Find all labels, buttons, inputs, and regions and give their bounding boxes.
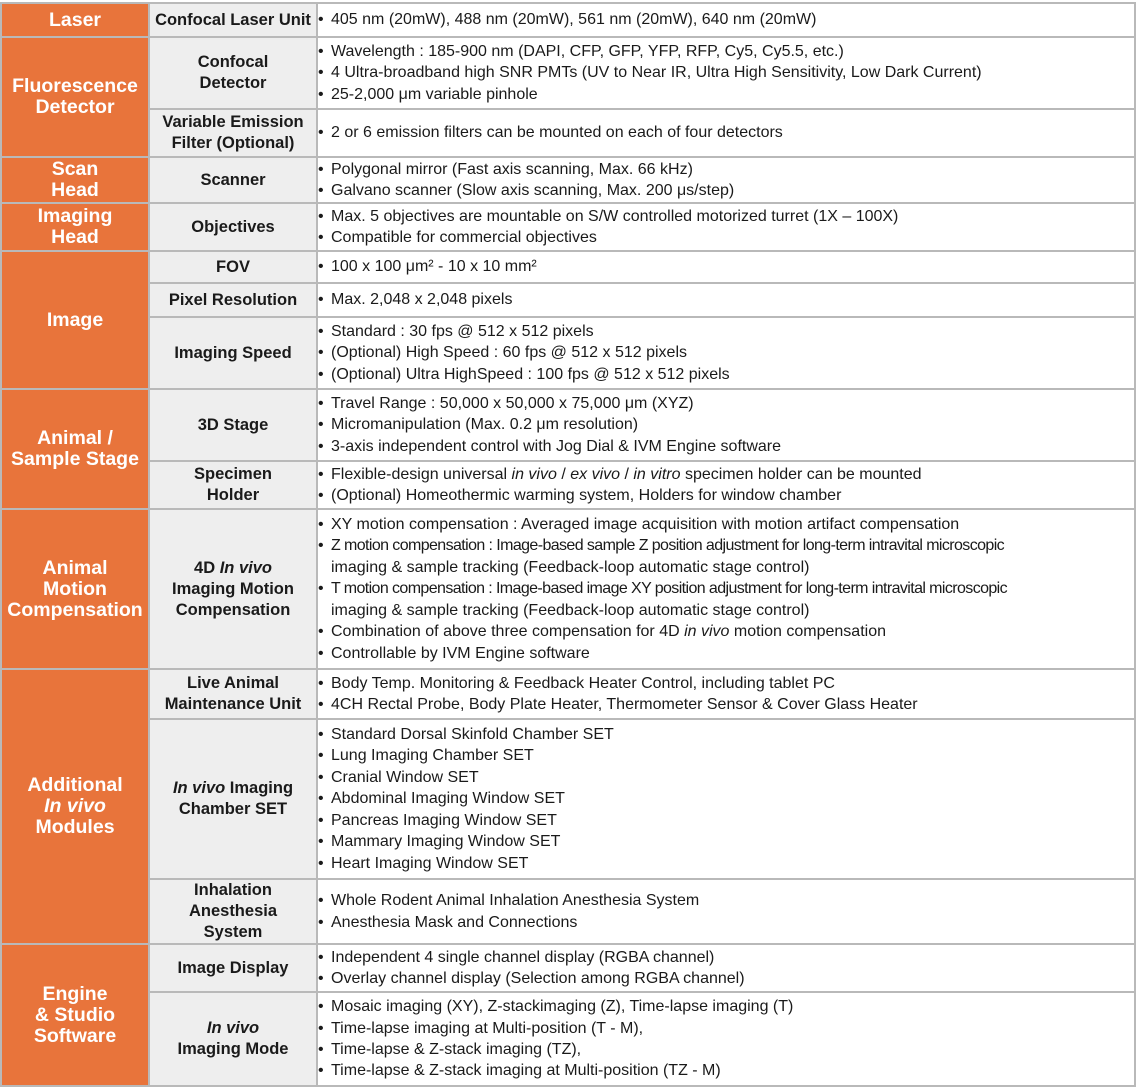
spec-detail-cell xyxy=(317,461,1135,509)
spec-bullet-line: • Z motion compensation : Image-based sample Z position adjustment for long-term intravital microscopic xyxy=(318,535,1134,556)
subcategory-cell xyxy=(149,203,317,251)
category-label: Head xyxy=(51,226,99,248)
specification-table-body xyxy=(1,3,1135,1086)
category-label: Software xyxy=(33,1024,117,1047)
subcategory-label: Pixel Resolution xyxy=(168,290,298,309)
subcategory-label: In vivo Imaging xyxy=(172,779,294,797)
subcategory-cell xyxy=(149,669,317,719)
subcategory-label: Objectives xyxy=(191,217,275,236)
spec-bullet-line: • (Optional) Homeothermic warming system, Holders for window chamber xyxy=(318,485,1134,506)
subcategory-cell xyxy=(149,509,317,669)
spec-row xyxy=(1,879,1135,944)
subcategory-cell xyxy=(149,251,317,283)
category-label: Additional xyxy=(27,774,123,796)
spec-row xyxy=(1,3,1135,37)
spec-bullet-line: • T motion compensation : Image-based image XY position adjustment for long-term intravital microscopic xyxy=(318,578,1134,599)
spec-row xyxy=(1,509,1135,669)
category-label: Image xyxy=(46,308,104,331)
category-label: Scan xyxy=(51,158,99,180)
spec-bullet-line: • Flexible-design universal in vivo / ex vivo / in vitro specimen holder can be mounted xyxy=(318,464,1134,485)
spec-bullet-line: • Travel Range : 50,000 x 50,000 x 75,000 μm (XYZ) xyxy=(318,393,1134,414)
category-cell xyxy=(1,157,149,203)
subcategory-cell xyxy=(149,157,317,203)
spec-row xyxy=(1,719,1135,879)
category-label: Sample Stage xyxy=(11,448,139,470)
spec-row xyxy=(1,251,1135,283)
spec-bullet-line: • Whole Rodent Animal Inhalation Anesthesia System xyxy=(318,890,1134,911)
spec-bullet-line: • Standard Dorsal Skinfold Chamber SET xyxy=(318,724,1134,745)
subcategory-label: Live Animal xyxy=(187,674,279,692)
spec-bullet-line: • Time-lapse imaging at Multi-position (T - M), xyxy=(318,1018,1134,1039)
subcategory-label: System xyxy=(203,923,263,941)
spec-line-continuation: imaging & sample tracking (Feedback-loop automatic stage control) xyxy=(331,558,810,576)
subcategory-cell xyxy=(149,3,317,37)
spec-bullet-line: • Mammary Imaging Window SET xyxy=(318,831,1134,852)
spec-row xyxy=(1,37,1135,109)
category-label: Detector xyxy=(35,96,115,118)
spec-detail-cell xyxy=(317,37,1135,109)
spec-bullet-line: • (Optional) Ultra HighSpeed : 100 fps @ 512 x 512 pixels xyxy=(318,364,1134,385)
spec-bullet-line: • Wavelength : 185-900 nm (DAPI, CFP, GFP, YFP, RFP, Cy5, Cy5.5, etc.) xyxy=(318,41,1134,62)
spec-bullet-line: • 4CH Rectal Probe, Body Plate Heater, Thermometer Sensor & Cover Glass Heater xyxy=(318,694,1134,715)
category-label: Animal xyxy=(42,556,108,579)
subcategory-cell xyxy=(149,317,317,389)
category-cell xyxy=(1,944,149,1086)
subcategory-label: FOV xyxy=(216,257,250,276)
spec-row xyxy=(1,669,1135,719)
spec-row xyxy=(1,203,1135,251)
category-label: In vivo xyxy=(44,795,106,817)
spec-bullet-line: • Compatible for commercial objectives xyxy=(318,227,1134,248)
spec-bullet-line: • XY motion compensation : Averaged image acquisition with motion artifact compensation xyxy=(318,514,1134,535)
subcategory-label: 4D In vivo xyxy=(194,558,272,577)
spec-bullet-line: • 3-axis independent control with Jog Dial & IVM Engine software xyxy=(318,436,1134,457)
subcategory-cell xyxy=(149,109,317,157)
spec-bullet-line: • Abdominal Imaging Window SET xyxy=(318,788,1134,809)
specification-table xyxy=(0,2,1136,1087)
spec-row xyxy=(1,109,1135,157)
spec-row xyxy=(1,283,1135,317)
subcategory-label: Confocal Laser Unit xyxy=(155,10,311,29)
category-label: Head xyxy=(51,179,99,201)
spec-detail-cell xyxy=(317,283,1135,317)
category-label: Imaging xyxy=(37,205,113,227)
subcategory-cell xyxy=(149,389,317,461)
spec-detail-cell xyxy=(317,992,1135,1086)
spec-bullet-line: • Max. 5 objectives are mountable on S/W controlled motorized turret (1X – 100X) xyxy=(318,206,1134,227)
spec-bullet-line: • Polygonal mirror (Fast axis scanning, Max. 66 kHz) xyxy=(318,159,1134,180)
spec-row xyxy=(1,944,1135,992)
subcategory-label: Image Display xyxy=(177,958,289,977)
subcategory-label: Holder xyxy=(206,486,260,504)
category-cell xyxy=(1,509,149,669)
subcategory-label: Confocal xyxy=(197,53,269,71)
subcategory-label: Maintenance Unit xyxy=(164,695,302,713)
category-cell xyxy=(1,203,149,251)
spec-row xyxy=(1,461,1135,509)
subcategory-cell xyxy=(149,879,317,944)
spec-bullet-line: • Body Temp. Monitoring & Feedback Heater Control, including tablet PC xyxy=(318,673,1134,694)
category-label: Fluorescence xyxy=(12,75,138,97)
category-label: Engine xyxy=(42,982,108,1005)
spec-row xyxy=(1,157,1135,203)
spec-bullet-line: • Heart Imaging Window SET xyxy=(318,853,1134,874)
spec-bullet-line: • Max. 2,048 x 2,048 pixels xyxy=(318,289,1134,310)
spec-detail-cell xyxy=(317,944,1135,992)
spec-bullet-line: • Controllable by IVM Engine software xyxy=(318,643,1134,664)
subcategory-label: Scanner xyxy=(200,170,266,189)
subcategory-label: Imaging Mode xyxy=(177,1040,289,1058)
subcategory-label: In vivo xyxy=(206,1019,260,1037)
spec-detail-cell xyxy=(317,251,1135,283)
subcategory-cell xyxy=(149,992,317,1086)
subcategory-cell xyxy=(149,944,317,992)
spec-line-continuation: imaging & sample tracking (Feedback-loop automatic stage control) xyxy=(331,601,810,619)
spec-row xyxy=(1,992,1135,1086)
category-label: & Studio xyxy=(34,1003,116,1026)
category-label: Motion xyxy=(43,577,107,600)
spec-bullet-line: • 4 Ultra-broadband high SNR PMTs (UV to Near IR, Ultra High Sensitivity, Low Dark Current) xyxy=(318,62,1134,83)
spec-detail-cell xyxy=(317,109,1135,157)
spec-bullet-line: • Cranial Window SET xyxy=(318,767,1134,788)
category-cell xyxy=(1,3,149,37)
category-cell xyxy=(1,669,149,944)
category-label: Compensation xyxy=(7,598,143,621)
subcategory-label: Imaging Speed xyxy=(174,343,292,362)
category-label: Modules xyxy=(35,816,115,838)
subcategory-label: Detector xyxy=(199,74,267,92)
spec-bullet-line: • Pancreas Imaging Window SET xyxy=(318,810,1134,831)
subcategory-label: Variable Emission xyxy=(162,113,304,131)
spec-bullet-line: • Mosaic imaging (XY), Z-stackimaging (Z), Time-lapse imaging (T) xyxy=(318,996,1134,1017)
spec-detail-cell xyxy=(317,389,1135,461)
spec-bullet-line: • Time-lapse & Z-stack imaging (TZ), xyxy=(318,1039,1134,1060)
spec-bullet-line: • 25-2,000 μm variable pinhole xyxy=(318,84,1134,105)
subcategory-label: Filter (Optional) xyxy=(171,134,295,152)
spec-bullet-line: • Combination of above three compensation for 4D in vivo motion compensation xyxy=(318,621,1134,642)
spec-bullet-line: • Standard : 30 fps @ 512 x 512 pixels xyxy=(318,321,1134,342)
subcategory-label: Specimen xyxy=(194,465,272,483)
spec-row xyxy=(1,389,1135,461)
spec-bullet-line: • Lung Imaging Chamber SET xyxy=(318,745,1134,766)
subcategory-label: Chamber SET xyxy=(178,800,288,818)
spec-detail-cell xyxy=(317,3,1135,37)
category-cell xyxy=(1,389,149,509)
spec-bullet-line: • (Optional) High Speed : 60 fps @ 512 x 512 pixels xyxy=(318,342,1134,363)
category-label: Animal / xyxy=(37,427,113,449)
subcategory-label: Imaging Motion xyxy=(172,579,294,598)
spec-detail-cell xyxy=(317,157,1135,203)
spec-bullet-line: • 2 or 6 emission filters can be mounted on each of four detectors xyxy=(318,122,1134,143)
spec-detail-cell xyxy=(317,879,1135,944)
spec-bullet-line: • Time-lapse & Z-stack imaging at Multi-position (TZ - M) xyxy=(318,1060,1134,1081)
spec-bullet-line: • Micromanipulation (Max. 0.2 μm resolution) xyxy=(318,414,1134,435)
spec-detail-cell xyxy=(317,317,1135,389)
spec-bullet-line: • 100 x 100 μm² - 10 x 10 mm² xyxy=(318,256,1134,277)
subcategory-label: Compensation xyxy=(175,600,291,619)
spec-bullet-line: • Galvano scanner (Slow axis scanning, Max. 200 μs/step) xyxy=(318,180,1134,201)
category-cell xyxy=(1,37,149,157)
spec-bullet-line: • Independent 4 single channel display (RGBA channel) xyxy=(318,947,1134,968)
spec-detail-cell xyxy=(317,719,1135,879)
spec-detail-cell xyxy=(317,203,1135,251)
spec-bullet-line: • Overlay channel display (Selection among RGBA channel) xyxy=(318,968,1134,989)
spec-row xyxy=(1,317,1135,389)
subcategory-label: 3D Stage xyxy=(197,415,269,434)
spec-bullet-line: • 405 nm (20mW), 488 nm (20mW), 561 nm (20mW), 640 nm (20mW) xyxy=(318,9,1134,30)
subcategory-cell xyxy=(149,461,317,509)
spec-bullet-line: • Anesthesia Mask and Connections xyxy=(318,912,1134,933)
subcategory-label: Inhalation Anesthesia xyxy=(188,881,278,920)
spec-detail-cell xyxy=(317,669,1135,719)
category-label: Laser xyxy=(48,8,102,31)
subcategory-cell xyxy=(149,283,317,317)
subcategory-cell xyxy=(149,719,317,879)
spec-detail-cell xyxy=(317,509,1135,669)
subcategory-cell xyxy=(149,37,317,109)
category-cell xyxy=(1,251,149,389)
